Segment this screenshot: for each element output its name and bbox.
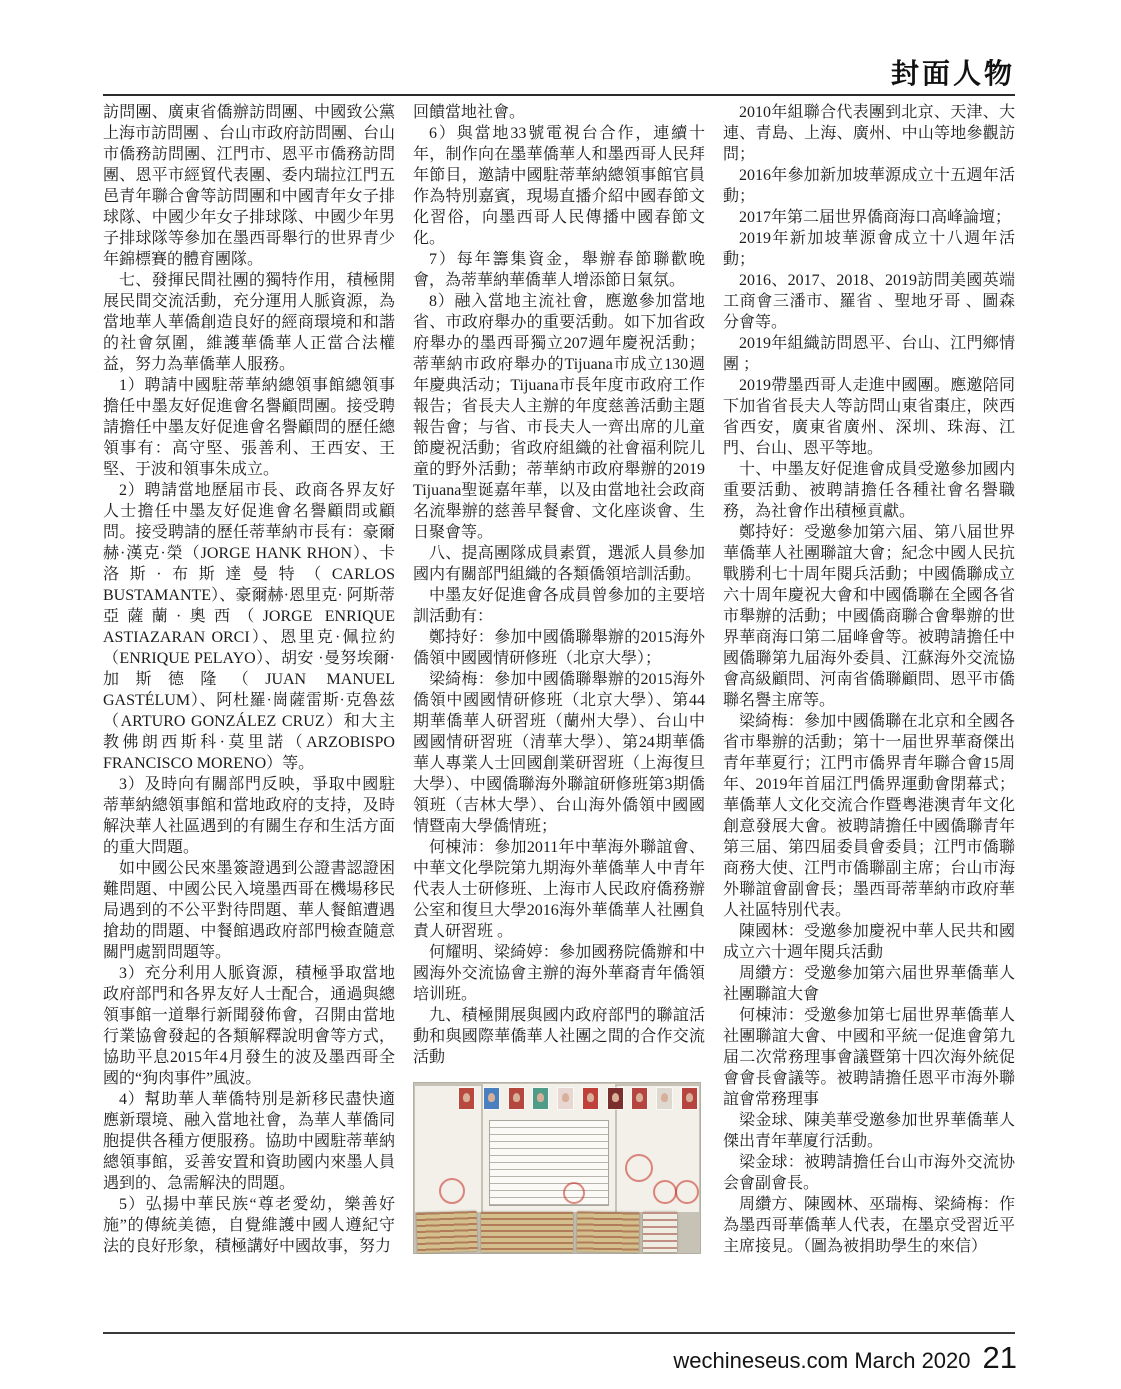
- document-table: [489, 1120, 609, 1206]
- paragraph: 八、提高團隊成員素質，選派人員參加國内有關部門組織的各類僑領培訓活動。: [413, 545, 705, 583]
- id-photo: [509, 1088, 524, 1109]
- paragraph: 梁金球、陳美華受邀參加世界華僑華人傑出青年華廈行活動。: [723, 1112, 1015, 1150]
- id-photo: [632, 1088, 647, 1109]
- id-photo: [657, 1088, 672, 1109]
- id-photo: [682, 1088, 697, 1109]
- paragraph: 梁綺梅：參加中國僑聯在北京和全國各省市舉辦的活動；第十一届世界華裔傑出青年華夏行；江門市僑界青年聯合會15周年、2019年首届江門僑界運動會閉幕式；華僑華人文化交流合作暨粵港澳青年文化創意發展大會。被聘請擔任中國僑聯青年第三届、第四届委員會委員；江門市僑聯商務大使、江門市僑聯副主席；台山市海外聯誼會副會長；墨西哥蒂華納市政府華人社區特別代表。: [723, 713, 1015, 919]
- paragraph: 中墨友好促進會各成員曾參加的主要培訓活動有：: [413, 587, 705, 625]
- paragraph: 九、積極開展與國内政府部門的聯誼活動和與國際華僑華人社團之間的合作交流活動: [413, 1007, 705, 1066]
- paragraph: 訪問團、廣東省僑辦訪問團、中國致公黨上海市訪問團 、台山市政府訪問團、台山市僑務訪問團、江門市、恩平市僑務訪問團、恩平市經貿代表團、委内瑞拉江門五邑青年聯合會等訪問團和中國青年女子排球隊、中國少年女子排球隊、中國少年男子排球隊等參加在墨西哥舉行的世界青少年錦標賽的體育團隊。: [103, 104, 396, 268]
- red-stamp: [653, 1180, 677, 1204]
- paragraph: 周纘方、陳國林、巫瑞梅、梁綺梅：作為墨西哥華僑華人代表，在墨京受習近平主席接見。（圖為被捐助學生的來信）: [723, 1196, 1015, 1255]
- paragraph: 1）聘請中國駐蒂華納總領事館總領事擔任中墨友好促進會名譽顧問團。接受聘請擔任中墨友好促進會名譽顧問的歷任總領事有：高守堅、張善利、王西安、王堅、于波和領事朱成立。: [103, 377, 395, 478]
- letter-sheet: [416, 1211, 477, 1253]
- letter-sheet: [577, 1211, 640, 1252]
- letter-sheet: [481, 1212, 573, 1252]
- id-photo-row: [459, 1088, 697, 1112]
- column-3: [723, 102, 1015, 1257]
- header-rule: [103, 94, 1015, 96]
- id-photo: [583, 1088, 598, 1109]
- paragraph: 2017年第二届世界僑商海口高峰論壇；: [739, 209, 1012, 226]
- paragraph: 梁金球：被聘請擔任台山市海外交流协会會副會長。: [723, 1154, 1015, 1192]
- paragraph: 3）充分利用人脈資源，積極爭取當地政府部門和各界友好人士配合，通過與總領事館一道舉行新聞發佈會，召開由當地行業協會發起的各類解釋說明會等方式，協助平息2015年4月發生的波及墨西哥全國的“狗肉事件”風波。: [103, 965, 395, 1087]
- paragraph: 如中國公民來墨簽證遇到公證書認證困難問題、中國公民入境墨西哥在機場移民局遇到的不公平對待問題、華人餐館遭遇搶劫的問題、中餐館遇政府部門檢查隨意關門處罰問題等。: [103, 860, 395, 961]
- paragraph: 七、發揮民間社團的獨特作用，積極開展民間交流活動，充分運用人脈資源，為當地華人華僑創造良好的經商環境和和諧的社會氛圍，維護華僑華人正當合法權益，努力為華僑華人服務。: [103, 272, 395, 373]
- site-and-date: wechineseus.com March 2020: [673, 1348, 971, 1373]
- paragraph: 2010年組聯合代表團到北京、天津、大連、青島、上海、廣州、中山等地參觀訪問；: [723, 104, 1015, 163]
- section-title: 封面人物: [890, 59, 1015, 90]
- column-2: [413, 102, 705, 1257]
- paragraph: 周纘方：受邀參加第六届世界華僑華人社團聯誼大會: [723, 965, 1015, 1003]
- column-1: [103, 102, 395, 1257]
- red-stamp: [675, 1180, 699, 1204]
- paragraph: 5）弘揚中華民族“尊老愛幼，樂善好施”的傳統美德，自覺維護中國人遵紀守法的良好形象，積極講好中國故事，努力: [103, 1196, 395, 1255]
- paragraph: 何棟沛：受邀參加第七届世界華僑華人社團聯誼大會、中國和平統一促進會第九届二次常務理事會議暨第十四次海外統促會會長會議等。被聘請擔任恩平市海外聯誼會常務理事: [723, 1007, 1015, 1108]
- paragraph: 2016、2017、2018、2019訪問美國英端工商會三潘市、羅省 、聖地牙哥 、圖森分會等。: [723, 272, 1015, 331]
- paragraph: 回饋當地社會。: [413, 104, 526, 121]
- paragraph: 4）幫助華人華僑特別是新移民盡快適應新環境、融入當地社會，為華人華僑同胞提供各種方便服務。協助中國駐蒂華納總領事館，妥善安置和資助國内來墨人員遇到的、急需解決的問題。: [103, 1091, 395, 1192]
- page-number: 21: [982, 1340, 1017, 1375]
- id-photo: [533, 1088, 548, 1109]
- paragraph: 十、中墨友好促進會成員受邀參加國内重要活動、被聘請擔任各種社會名譽職務，為社會作出積極貢獻。: [723, 461, 1015, 520]
- paragraph: 2016年參加新加坡華源成立十五週年活動；: [723, 167, 1015, 205]
- red-stamp: [563, 1182, 585, 1204]
- paragraph: 鄭持好：參加中國僑聯舉辦的2015海外僑領中國國情研修班（北京大學）；: [413, 629, 705, 667]
- id-photo: [558, 1088, 573, 1109]
- paragraph: 2）聘請當地歷届市長、政商各界友好人士擔任中墨友好促進會名譽顧問或顧問。接受聘請的歷任蒂華納市長有：豪爾赫·漢克·榮（JORGE HANK RHON）、卡洛斯·布斯達曼特（CARLOS BUSTAMANTE）、豪爾赫·恩里克· 阿斯蒂亞薩蘭·奧西（JORGE ENRIQUE ASTIAZARAN ORCI）、恩里克·佩拉約（ENRIQUE PELAYO）、胡安 ·曼努埃爾·加斯德隆（JUAN MANUEL GASTÉLUM）、阿杜羅·崗薩雷斯·克魯兹（ARTURO GONZÁLEZ CRUZ）和大主教佛朗西斯科·莫里諾（ARZOBISPO FRANCISCO MORENO）等。: [103, 482, 395, 772]
- paragraph: 3）及時向有關部門反映，爭取中國駐蒂華納總領事館和當地政府的支持，及時解決華人社區遇到的有關生存和生活方面的重大問題。: [103, 776, 395, 856]
- paragraph: 陳國林：受邀參加慶祝中華人民共和國成立六十週年閱兵活動: [723, 923, 1015, 961]
- paragraph: 梁綺梅：參加中國僑聯舉辦的2015海外僑領中國國情研修班（北京大學）、第44期華僑華人研習班（蘭州大學）、台山中國國情研習班（清華大學）、第24期華僑華人專業人士回國創業研習班（上海復旦大學）、中國僑聯海外聯誼研修班第3期僑領班（吉林大學）、台山海外僑領中國國情暨南大學僑情班；: [413, 671, 705, 835]
- paragraph: 7）每年籌集資金，舉辦春節聯歡晚會，為蒂華納華僑華人增添節日氣氛。: [413, 251, 705, 289]
- paragraph: 2019帶墨西哥人走進中國團。應邀陪同下加省省長夫人等訪問山東省棗庄，陝西省西安，廣東省廣州、深圳、珠海、江門、台山、恩平等地。: [723, 377, 1015, 457]
- letter-sheet: [643, 1212, 677, 1252]
- letter-sheets: [413, 1210, 701, 1254]
- paragraph: 6）與當地33號電視台合作，連續十年，制作向在墨華僑華人和墨西哥人民拜年節目，邀請中國駐蒂華納總領事館官員作為特別嘉賓，現場直播介紹中國春節文化習俗，向墨西哥人民傳播中國春節文化。: [413, 125, 705, 247]
- paragraph: 2019年組織訪問恩平、台山、江門鄉情團 ；: [723, 335, 1015, 373]
- red-stamp: [439, 1178, 465, 1204]
- footer-rule: [103, 1332, 1015, 1334]
- paragraph: 8）融入當地主流社會，應邀參加當地省、市政府舉办的重要活動。如下加省政府舉办的墨西哥獨立207週年慶祝活動；蒂華納市政府舉办的Tijuana市成立130週年慶典活动；Tijuana市長年度市政府工作報告；省長夫人主辦的年度慈善活動主題報告會；与省、市長夫人一齊出席的儿童節慶祝活動；省政府組織的社會福利院儿童的野外活動；蒂華納市政府舉辦的2019 Tijuana聖诞嘉年華，以及由當地社会政商名流舉辦的慈善早餐會、文化座谈會、生日聚會等。: [413, 293, 705, 541]
- paragraph: 2019年新加坡華源會成立十八週年活動；: [723, 230, 1015, 268]
- page-footer: [673, 1340, 1017, 1376]
- paragraph: 何棟沛：參加2011年中華海外聯誼會、中華文化學院第九期海外華僑華人中青年代表人士研修班、上海市人民政府僑務辦公室和復旦大學2016海外華僑華人社團負責人研習班 。: [413, 839, 705, 940]
- donated-students-letters-photo: [413, 1082, 701, 1254]
- id-photo: [459, 1088, 474, 1109]
- id-photo: [484, 1088, 499, 1109]
- paragraph: 何耀明、梁綺婷：參加國務院僑辦和中國海外交流協會主辦的海外華裔青年僑領培训班。: [413, 944, 705, 1003]
- red-stamp: [625, 1154, 653, 1182]
- article-body: [103, 102, 1015, 1257]
- paragraph: 鄭持好：受邀參加第六届、第八届世界華僑華人社團聯誼大會；紀念中國人民抗戰勝利七十周年閱兵活動；中國僑聯成立六十周年慶祝大會和中國僑聯在全國各省市舉辦的活動；中國僑商聯合會舉辦的世界華商海口第二届峰會等。被聘請擔任中國僑聯第九届海外委員、江蘇海外交流協會高級顧問、河南省僑聯顧問、恩平市僑聯名譽主席等。: [723, 524, 1015, 709]
- id-photo: [608, 1088, 623, 1109]
